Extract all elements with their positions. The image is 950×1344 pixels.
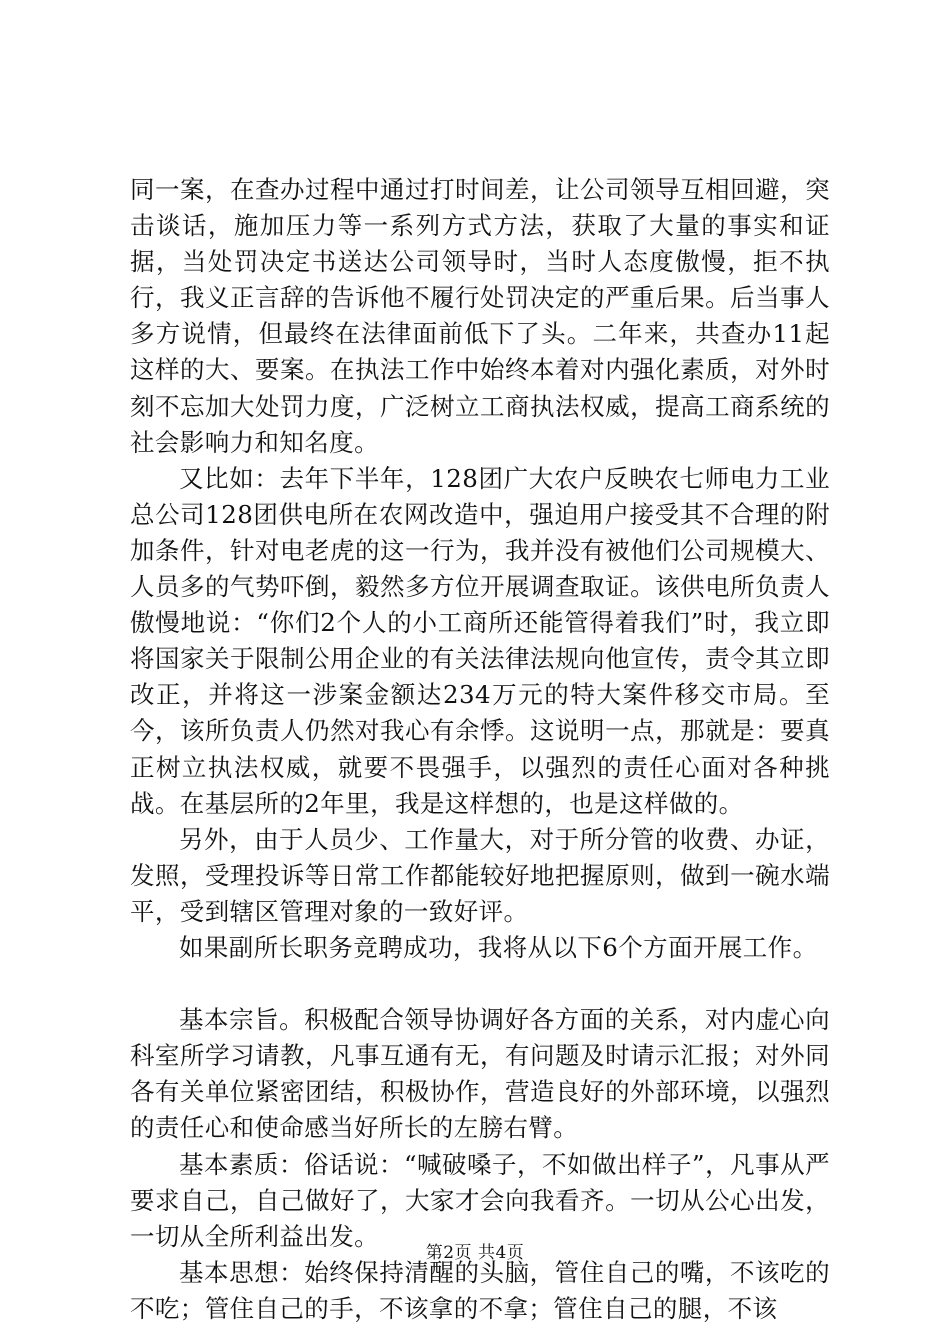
paragraph-basic-quality: 基本素质：俗话说：“喊破嗓子，不如做出样子”，凡事从严要求自己，自己做好了，大家才会向我看齐。一切从公心出发，一切从全所利益出发。: [130, 1149, 830, 1251]
paragraph-power-supply-case: 又比如：去年下半年，128团广大农户反映农七师电力工业总公司128团供电所在农网改造中，强迫用户接受其不合理的附加条件，针对电老虎的这一行为，我并没有被他们公司规模大、人员多的气势吓倒，毅然多方位开展调查取证。该供电所负责人傲慢地说：“你们2个人的小工商所还能管得着我们”时，我立即将国家关于限制公用企业的有关法律法规向他宣传，责令其立即改正，并将这一涉案金额达234万元的特大案件移交市局。至今，该所负责人仍然对我心有余悸。这说明一点，那就是：要真正树立执法权威，就要不畏强手，以强烈的责任心面对各种挑战。在基层所的2年里，我是这样想的，也是这样做的。: [130, 463, 830, 818]
paragraph-case-continuation: 同一案，在查办过程中通过打时间差，让公司领导互相回避，突击谈话，施加压力等一系列方式方法，获取了大量的事实和证据，当处罚决定书送达公司领导时，当时人态度傲慢，拒不执行，我义正言辞的告诉他不履行处罚决定的严重后果。后当事人多方说情，但最终在法律面前低下了头。二年来，共查办11起这样的大、要案。在执法工作中始终本着对内强化素质，对外时刻不忘加大处罚力度，广泛树立工商执法权威，提高工商系统的社会影响力和知名度。: [130, 175, 830, 457]
paragraph-daily-work: 另外，由于人员少、工作量大，对于所分管的收费、办证，发照，受理投诉等日常工作都能较好地把握原则，做到一碗水端平，受到辖区管理对象的一致好评。: [130, 824, 830, 926]
page-number-footer: 第2页 共4页: [425, 1243, 525, 1263]
document-body: [130, 172, 830, 1327]
paragraph-basic-thought: 基本思想：始终保持清醒的头脑，管住自己的嘴，不该吃的不吃；管住自己的手，不该拿的不拿；管住自己的腿，不该: [130, 1257, 830, 1323]
paragraph-six-aspects: 如果副所长职务竞聘成功，我将从以下6个方面开展工作。: [179, 932, 818, 962]
paragraph-spacer: [130, 966, 830, 1002]
paragraph-basic-purpose: 基本宗旨。积极配合领导协调好各方面的关系，对内虚心向科室所学习请教，凡事互通有无，有问题及时请示汇报；对外同各有关单位紧密团结，积极协作，营造良好的外部环境，以强烈的责任心和使命感当好所长的左膀右臂。: [130, 1005, 830, 1143]
